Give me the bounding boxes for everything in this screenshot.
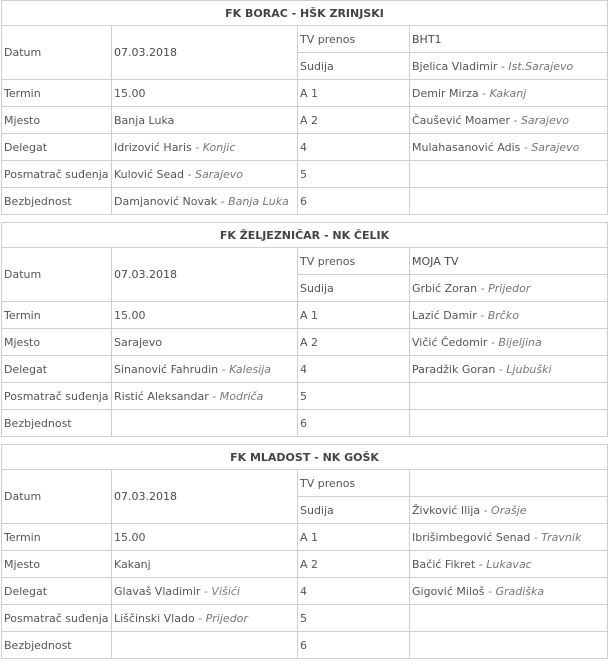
table-row: [2, 356, 608, 383]
city-separator: -: [480, 503, 492, 517]
tv-label: TV prenos: [298, 470, 410, 497]
official-name: [410, 551, 608, 578]
row-value: [112, 524, 298, 551]
table-row: [2, 632, 608, 659]
city-name: Ljubuški: [506, 362, 552, 376]
row-label: Mjesto: [2, 107, 112, 134]
person-name: Mulahasanović Adis: [412, 140, 521, 154]
person-name: Čaušević Moamer: [412, 113, 510, 127]
official-slot: 6: [298, 188, 410, 215]
city-name: Sarajevo: [520, 113, 569, 127]
row-value: [112, 356, 298, 383]
city-name: Sarajevo: [194, 167, 244, 181]
city-name: Ist.Sarajevo: [508, 59, 574, 73]
city-name: Brčko: [487, 308, 519, 322]
official-name: [410, 188, 608, 215]
row-label: Posmatrač suđenja: [2, 383, 112, 410]
person-name: Sinanović Fahrudin: [114, 362, 219, 376]
official-slot: 5: [298, 383, 410, 410]
person-name: Živković Ilija: [412, 503, 481, 517]
official-slot: 6: [298, 410, 410, 437]
official-slot: 4: [298, 356, 410, 383]
city-separator: -: [497, 59, 509, 73]
row-value: [112, 383, 298, 410]
table-row: [2, 161, 608, 188]
person-name: Ibrišimbegović Senad: [412, 530, 531, 544]
city-name: Višići: [211, 584, 240, 598]
match-title-row: [2, 445, 608, 470]
person-name: Lazić Damir: [412, 308, 477, 322]
official-slot: A 2: [298, 107, 410, 134]
sudija-value: [410, 275, 608, 302]
city-separator: -: [520, 140, 532, 154]
official-name: [410, 356, 608, 383]
city-name: Bijeljina: [498, 335, 542, 349]
tv-value: MOJA TV: [410, 248, 608, 275]
city-separator: -: [218, 362, 230, 376]
table-row: [2, 383, 608, 410]
match-title-row: [2, 1, 608, 26]
city-separator: -: [487, 335, 499, 349]
row-value: [112, 551, 298, 578]
city-name: Kalesija: [229, 362, 272, 376]
official-slot: A 1: [298, 524, 410, 551]
city-name: Konjic: [202, 140, 236, 154]
official-name: [410, 383, 608, 410]
city-name: Sarajevo: [531, 140, 580, 154]
city-name: Orašje: [491, 503, 527, 517]
row-value: [112, 578, 298, 605]
row-label: Termin: [2, 80, 112, 107]
official-name: [410, 302, 608, 329]
person-name: 15.00: [114, 86, 146, 100]
sudija-value: [410, 53, 608, 80]
row-label: Delegat: [2, 134, 112, 161]
official-slot: 4: [298, 578, 410, 605]
city-name: Travnik: [541, 530, 582, 544]
row-label: Posmatrač suđenja: [2, 605, 112, 632]
person-name: Paradžik Goran: [412, 362, 496, 376]
sudija-label: Sudija: [298, 53, 410, 80]
city-separator: -: [495, 362, 507, 376]
row-value: [112, 302, 298, 329]
city-separator: -: [477, 281, 489, 295]
datum-value: 07.03.2018: [112, 470, 298, 524]
official-name: [410, 410, 608, 437]
match-title-row: [2, 223, 608, 248]
row-value: [112, 161, 298, 188]
datum-value: 07.03.2018: [112, 26, 298, 80]
city-separator: -: [509, 113, 521, 127]
person-name: Demir Mirza: [412, 86, 479, 100]
person-name: Ristić Aleksandar: [114, 389, 209, 403]
row-label: Delegat: [2, 578, 112, 605]
city-separator: -: [484, 584, 496, 598]
person-name: 15.00: [114, 308, 146, 322]
row-value: [112, 134, 298, 161]
row-value: [112, 80, 298, 107]
city-name: Prijedor: [205, 611, 248, 625]
city-separator: -: [475, 557, 487, 571]
city-name: Lukavac: [486, 557, 532, 571]
city-name: Prijedor: [488, 281, 531, 295]
datum-row: [2, 470, 608, 497]
official-name: [410, 107, 608, 134]
person-name: Kakanj: [114, 557, 151, 571]
row-value: [112, 188, 298, 215]
city-name: Modriča: [219, 389, 264, 403]
person-name: Bačić Fikret: [412, 557, 476, 571]
row-value: [112, 410, 298, 437]
row-label: Bezbjednost: [2, 188, 112, 215]
sudija-label: Sudija: [298, 275, 410, 302]
official-slot: A 1: [298, 302, 410, 329]
city-separator: -: [530, 530, 542, 544]
table-row: [2, 80, 608, 107]
datum-row: [2, 248, 608, 275]
match-table: [1, 0, 608, 215]
official-name: [410, 578, 608, 605]
table-row: [2, 134, 608, 161]
city-separator: -: [208, 389, 220, 403]
tv-label: TV prenos: [298, 248, 410, 275]
official-slot: 4: [298, 134, 410, 161]
table-row: [2, 605, 608, 632]
city-separator: -: [476, 308, 488, 322]
person-name: Idrizović Haris: [114, 140, 192, 154]
official-name: [410, 134, 608, 161]
datum-label: Datum: [2, 470, 112, 524]
person-name: Liščinski Vlado: [114, 611, 195, 625]
match-title: FK ŽELJEZNIČAR - NK ČELIK: [2, 223, 608, 248]
datum-label: Datum: [2, 248, 112, 302]
tv-value: [410, 470, 608, 497]
official-name: [410, 161, 608, 188]
official-slot: 6: [298, 632, 410, 659]
person-name: Sarajevo: [114, 335, 163, 349]
table-row: [2, 524, 608, 551]
row-label: Delegat: [2, 356, 112, 383]
match-title: FK MLADOST - NK GOŠK: [2, 445, 608, 470]
datum-value: 07.03.2018: [112, 248, 298, 302]
person-name: Vičić Čedomir: [412, 335, 488, 349]
table-row: [2, 107, 608, 134]
row-label: Termin: [2, 524, 112, 551]
table-row: [2, 551, 608, 578]
official-name: [410, 632, 608, 659]
official-name: [410, 80, 608, 107]
city-separator: -: [200, 584, 212, 598]
official-slot: 5: [298, 161, 410, 188]
match-table: [1, 222, 608, 437]
person-name: Kulović Sead: [114, 167, 185, 181]
row-value: [112, 605, 298, 632]
match-title: FK BORAC - HŠK ZRINJSKI: [2, 1, 608, 26]
official-slot: A 2: [298, 551, 410, 578]
official-name: [410, 605, 608, 632]
row-label: Termin: [2, 302, 112, 329]
match-table: [1, 444, 608, 659]
city-separator: -: [191, 140, 203, 154]
person-name: Banja Luka: [114, 113, 175, 127]
person-name: Gigović Miloš: [412, 584, 485, 598]
official-slot: 5: [298, 605, 410, 632]
table-row: [2, 188, 608, 215]
table-row: [2, 329, 608, 356]
person-name: Bjelica Vladimir: [412, 59, 498, 73]
datum-label: Datum: [2, 26, 112, 80]
table-row: [2, 302, 608, 329]
row-value: [112, 107, 298, 134]
datum-row: [2, 26, 608, 53]
city-name: Kakanj: [489, 86, 527, 100]
person-name: Glavaš Vladimir: [114, 584, 201, 598]
tv-value: BHT1: [410, 26, 608, 53]
city-separator: -: [217, 194, 229, 208]
city-separator: -: [478, 86, 490, 100]
row-label: Mjesto: [2, 329, 112, 356]
official-slot: A 2: [298, 329, 410, 356]
row-label: Mjesto: [2, 551, 112, 578]
person-name: Damjanović Novak: [114, 194, 218, 208]
row-value: [112, 632, 298, 659]
city-separator: -: [194, 611, 206, 625]
row-label: Bezbjednost: [2, 632, 112, 659]
person-name: Grbić Zoran: [412, 281, 478, 295]
official-name: [410, 329, 608, 356]
row-label: Bezbjednost: [2, 410, 112, 437]
table-row: [2, 410, 608, 437]
official-name: [410, 524, 608, 551]
table-row: [2, 578, 608, 605]
person-name: 15.00: [114, 530, 146, 544]
city-name: Banja Luka: [228, 194, 289, 208]
row-label: Posmatrač suđenja: [2, 161, 112, 188]
city-separator: -: [184, 167, 195, 181]
sudija-label: Sudija: [298, 497, 410, 524]
tv-label: TV prenos: [298, 26, 410, 53]
official-slot: A 1: [298, 80, 410, 107]
row-value: [112, 329, 298, 356]
city-name: Gradiška: [495, 584, 545, 598]
sudija-value: [410, 497, 608, 524]
